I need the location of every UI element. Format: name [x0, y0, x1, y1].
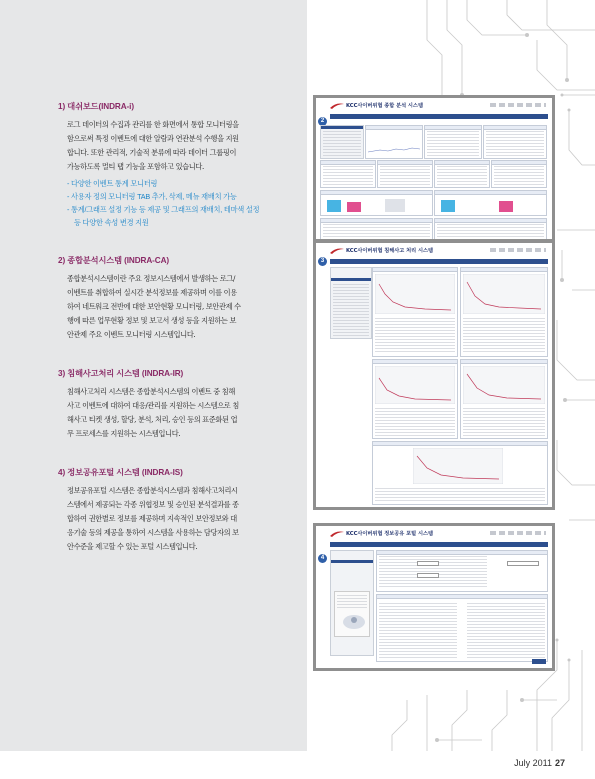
graph-panel [460, 359, 548, 439]
kcc-logo-icon [330, 531, 344, 537]
paragraph-line: 가능하도록 멀티 탭 기능을 포함하고 있습니다. [67, 162, 204, 171]
page-number [514, 758, 565, 768]
graph-panel [372, 359, 458, 439]
dashboard-panel [434, 160, 490, 188]
trend-graph [375, 366, 455, 404]
paragraph-line: 행에 따른 업무현황 정보 및 보고서 생성 등을 지원하는 보 [67, 316, 237, 325]
sidebar-selected-item[interactable] [331, 278, 371, 281]
graph-table [463, 318, 545, 354]
chart-panel [434, 190, 547, 216]
form-field[interactable] [417, 573, 439, 578]
paragraph-line: 안수준을 제고할 수 있는 포털 시스템입니다. [67, 542, 198, 551]
app-title: KCC사이버위협 정보공유 포털 시스템 [346, 531, 433, 537]
promo-image [341, 612, 367, 630]
section-paragraph [67, 272, 298, 342]
search-form [376, 550, 548, 592]
utility-links [490, 531, 546, 535]
graph-table [375, 318, 455, 354]
dashboard-panel [483, 125, 547, 159]
sidebar-selected-item[interactable] [331, 560, 373, 563]
section-is [58, 467, 298, 554]
section-paragraph [67, 118, 298, 174]
section-ca [58, 255, 298, 342]
dashboard-panel [365, 125, 423, 159]
graph-table [375, 488, 545, 502]
promo-thumbnail [334, 591, 370, 637]
graph-panel [372, 267, 458, 357]
paragraph-line: 사고 이벤트에 대하여 대응/관리를 지원하는 시스템으로 침 [67, 401, 239, 410]
paragraph-line: 합하여 권한별로 정보를 제공하며 지속적인 보안정보와 대 [67, 514, 237, 523]
sidebar-text [323, 131, 361, 156]
form-field[interactable] [417, 561, 439, 566]
section-heading: 2) 종합분석시스템 (INDRA-CA) [58, 256, 170, 265]
app-header [330, 245, 548, 257]
section-heading: 4) 정보공유포털 시스템 (INDRA-IS) [58, 468, 183, 477]
chart-panel [320, 218, 433, 239]
section-paragraph [67, 385, 298, 441]
screenshot-frame [316, 243, 552, 507]
paragraph-line: 해사고 티켓 생성, 할당, 분석, 처리, 승인 등의 표준화된 업 [67, 415, 238, 424]
paragraph-line: 이벤트를 취합하여 실시간 분석정보를 제공하며 이를 이용 [67, 288, 237, 297]
bar-chart [439, 197, 543, 213]
chart-panel [434, 218, 547, 239]
line-graph [368, 134, 420, 154]
paragraph-line: 하여 네트워크 전반에 대한 보안현황 모니터링, 보안관제 수 [67, 302, 241, 311]
dashboard-screenshot [313, 95, 555, 242]
app-title: KCC사이버위협 종합 분석 시스템 [346, 103, 423, 109]
feature-item: - 사용자 정의 모니터링 TAB 추가, 삭제, 메뉴 재배치 가능 [67, 192, 237, 201]
portal-sidebar [330, 550, 374, 656]
paragraph-line: 함으로써 특정 이벤트에 대한 알람과 연관분석 수행을 지원 [67, 134, 239, 143]
graph-panel [460, 267, 548, 357]
feature-item: - 다양한 이벤트 통계 모니터링 [67, 179, 158, 188]
trend-graph [463, 274, 545, 314]
graph-table [375, 408, 455, 436]
dashboard-panel [491, 160, 547, 188]
figure-number-badge: 2 [318, 117, 327, 126]
chart-panel [320, 190, 433, 216]
utility-links [490, 248, 546, 252]
trend-graph [375, 274, 455, 314]
paragraph-line: 정보공유포털 시스템은 종합분석시스템과 침해사고처리시 [67, 486, 238, 495]
screenshot-frame [316, 526, 552, 668]
results-column-left [379, 603, 457, 659]
utility-links [490, 103, 546, 107]
portal-screenshot [313, 523, 555, 671]
section-paragraph [67, 484, 298, 554]
graph-panel [372, 441, 548, 505]
footer-month: July 2011 [514, 758, 552, 768]
kcc-logo-icon [330, 103, 344, 109]
sidebar-form [333, 284, 369, 336]
results-column-right [467, 603, 545, 659]
page-footer [0, 751, 595, 779]
section-dashboard [58, 101, 298, 229]
section-ir [58, 368, 298, 441]
incident-screenshot [313, 240, 555, 510]
dashboard-panel [424, 125, 482, 159]
paragraph-line: 로그 데이터의 수집과 관리를 한 화면에서 통합 모니터링을 [67, 120, 239, 129]
dashboard-panel [377, 160, 433, 188]
paragraph-line: 침해사고처리 시스템은 종합분석시스템의 이벤트 중 침해 [67, 387, 235, 396]
paragraph-line: 합니다. 또한 관리적, 기술적 분류에 따라 데이터 그룹핑이 [67, 148, 237, 157]
submit-button[interactable] [532, 659, 546, 664]
screenshot-frame [316, 98, 552, 239]
app-title: KCC사이버위협 침해사고 처리 시스템 [346, 248, 433, 254]
paragraph-line: 스템에서 제공되는 각종 위협정보 및 승인된 분석결과를 종 [67, 500, 239, 509]
figure-number-badge: 4 [318, 554, 327, 563]
app-header [330, 528, 548, 540]
paragraph-line: 무 프로세스를 지원하는 시스템입니다. [67, 429, 181, 438]
form-field[interactable] [507, 561, 539, 566]
section-heading: 1) 대쉬보드(INDRA-i) [58, 102, 134, 111]
paragraph-line: 안관제 주요 이벤트 모니터링 시스템입니다. [67, 330, 196, 339]
paragraph-line: 응기술 등의 제공을 통하여 시스템을 사용하는 담당자의 보 [67, 528, 239, 537]
app-header [330, 100, 548, 112]
dashboard-sidebar [320, 125, 364, 159]
trend-graph [413, 448, 503, 484]
results-list [376, 594, 548, 662]
kcc-logo-icon [330, 248, 344, 254]
section-heading: 3) 침해사고처리 시스템 (INDRA-IR) [58, 369, 184, 378]
nav-bar [330, 114, 548, 119]
incident-sidebar [330, 267, 372, 339]
nav-bar [330, 259, 548, 264]
figure-number-badge: 3 [318, 257, 327, 266]
paragraph-line: 종합분석시스템이란 주요 정보시스템에서 발생하는 로그/ [67, 274, 236, 283]
feature-item: 등 다양한 속성 변경 지원 [74, 218, 149, 227]
graph-table [463, 408, 545, 436]
feature-item: - 통계/그래프 설정 기능 등 제공 및 그래프의 재배치, 테마색 설정 [67, 205, 260, 214]
bar-chart [325, 197, 429, 213]
dashboard-panel [320, 160, 376, 188]
feature-list [67, 177, 298, 229]
trend-graph [463, 366, 545, 404]
nav-bar [330, 542, 548, 547]
sidebar-header [321, 126, 363, 129]
footer-page: 27 [554, 758, 565, 768]
